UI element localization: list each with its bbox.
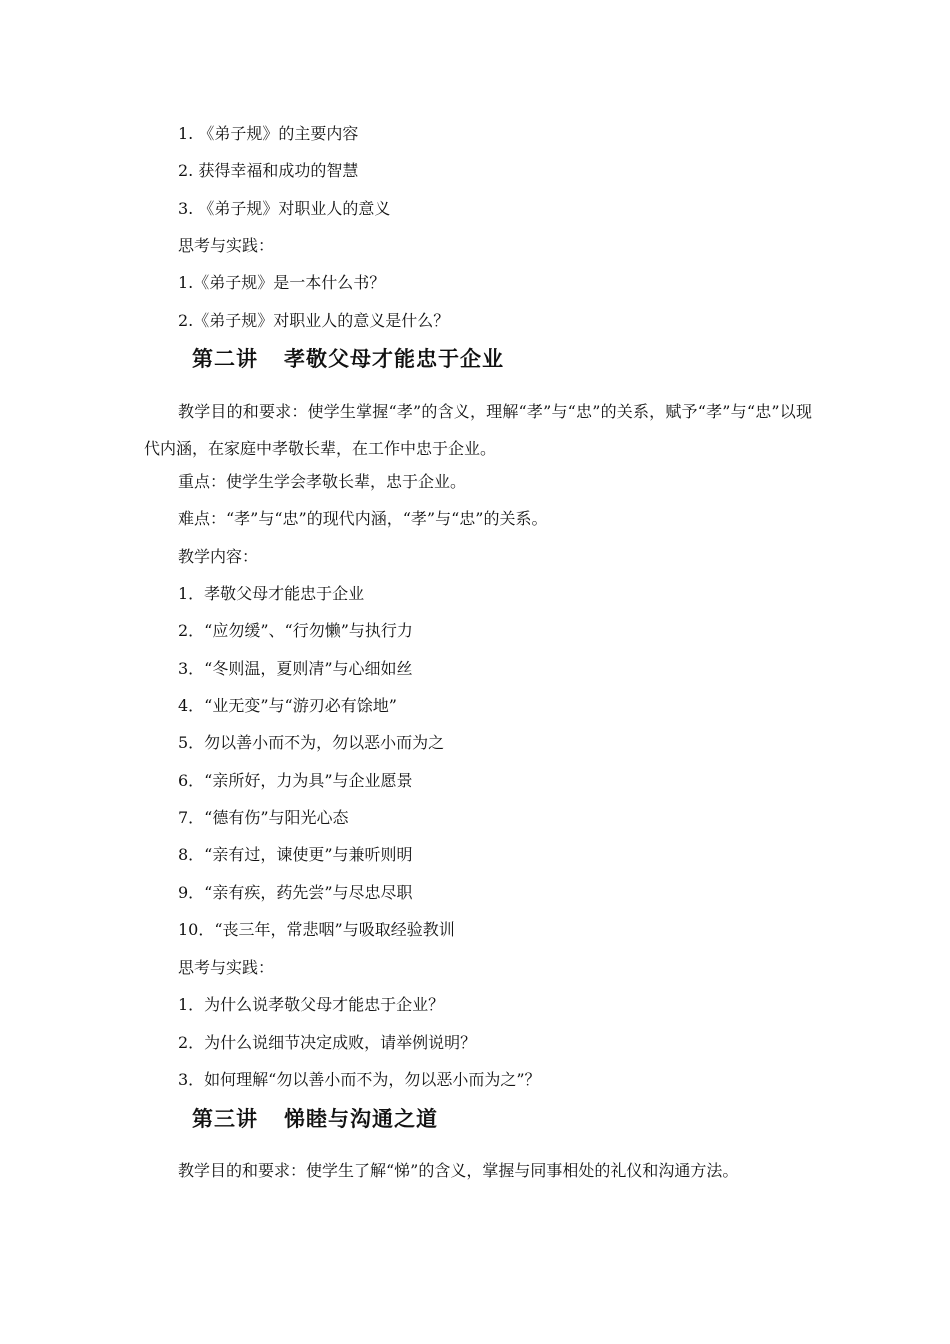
question-item: 2．为什么说细节决定成败，请举例说明？ [178,1033,477,1052]
section-heading-2 [192,346,504,372]
list-item: 10．“丧三年，常悲咽”与吸取经验教训 [178,920,455,939]
list-item: 2．“应勿缓”、“行勿懒”与执行力 [178,621,413,640]
teaching-objective: 教学目的和要求：使学生掌握“孝”的含义，理解“孝”与“忠”的关系，赋予“孝”与“忠”以现代内涵，在家庭中孝敬长辈，在工作中忠于企业。 [144,402,812,458]
question-item: 1.《弟子规》是一本什么书？ [178,273,386,292]
list-item: 5．勿以善小而不为，勿以恶小而为之 [178,733,445,752]
list-item: 9．“亲有疾，药先尝”与尽忠尽职 [178,883,413,902]
list-item: 6．“亲所好，力为具”与企业愿景 [178,771,413,790]
list-item: 3．“冬则温，夏则凊”与心细如丝 [178,659,413,678]
question-item: 1．为什么说孝敬父母才能忠于企业？ [178,995,445,1014]
practice-label: 思考与实践： [178,958,275,977]
difficulty-point: 难点：“孝”与“忠”的现代内涵，“孝”与“忠”的关系。 [178,509,548,528]
list-item: 1．孝敬父母才能忠于企业 [178,584,365,603]
key-point: 重点：使学生学会孝敬长辈，忠于企业。 [178,472,467,491]
list-item: 7．“德有伤”与阳光心态 [178,808,349,827]
content-label: 教学内容： [178,547,259,566]
list-item: 3. 《弟子规》对职业人的意义 [178,199,391,218]
question-item: 2.《弟子规》对职业人的意义是什么？ [178,311,450,330]
list-item: 2. 获得幸福和成功的智慧 [178,161,359,180]
list-item: 8．“亲有过，谏使更”与兼听则明 [178,845,413,864]
question-item: 3．如何理解“勿以善小而不为，勿以恶小而为之”？ [178,1070,541,1089]
heading-number: 第三讲 [192,1107,258,1131]
list-item: 4．“业无变”与“游刃必有馀地” [178,696,397,715]
heading-title: 悌睦与沟通之道 [284,1107,438,1131]
heading-title: 孝敬父母才能忠于企业 [284,347,504,371]
practice-label: 思考与实践： [178,236,275,255]
heading-number: 第二讲 [192,347,258,371]
teaching-objective: 教学目的和要求：使学生了解“悌”的含义，掌握与同事相处的礼仪和沟通方法。 [178,1161,739,1180]
list-item: 1. 《弟子规》的主要内容 [178,124,359,143]
section-heading-3 [192,1106,438,1132]
